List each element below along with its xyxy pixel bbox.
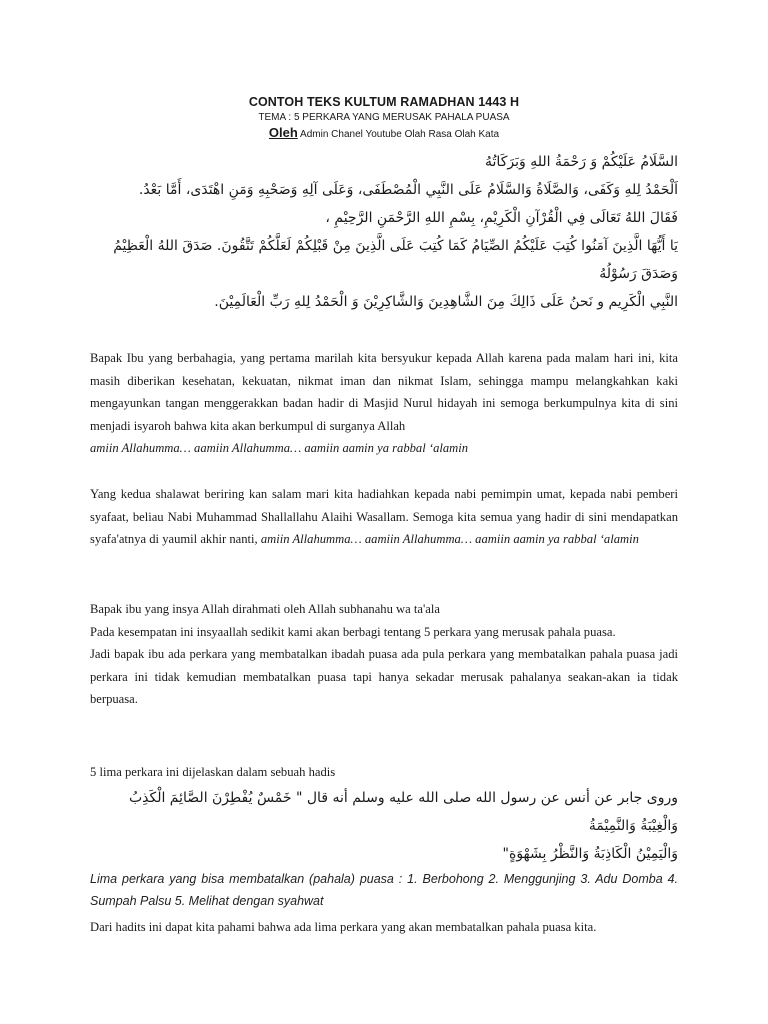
paragraph-topic-intro: Pada kesempatan ini insyaallah sedikit kami akan berbagi tentang 5 perkara yang merusak pahala puasa. xyxy=(90,624,616,639)
hadith-translation: Lima perkara yang bisa membatalkan (pahala) puasa : 1. Berbohong 2. Menggunjing 3. Adu Domba 4. Sumpah Palsu 5. Melihat dengan syahwat xyxy=(90,871,678,908)
author-lead: Oleh xyxy=(268,125,298,140)
paragraph-conclusion xyxy=(90,916,678,939)
arabic-quran-intro: فَقَالَ اللهُ تَعَالَى فِي الْقُرْآنِ الْكَرِيْمِ، بِسْمِ اللهِ الرَّحْمَنِ الرَّحِيْمِ ، xyxy=(325,210,678,226)
hadith-arabic-line1: وروى جابر عن أنس عن رسول الله صلى الله عليه وسلم أنه قال " خَمْسٌ يُفْطِرْنَ الصَّائِمَ الْكَذِبُ وَالْغِيْبَةُ وَالنَّمِيْمَةُ xyxy=(128,789,678,834)
paragraph-topic xyxy=(90,598,678,711)
paragraph-topic-explain: Jadi bapak ibu ada perkara yang membatalkan ibadah puasa ada pula perkara yang membatalkan pahala puasa jadi perkara ini tidak kemudian membatalkan puasa tapi hanya sekadar merusak pahalanya seakan-akan ia tidak berpuasa. xyxy=(90,647,678,706)
arabic-greeting: السَّلَامُ عَلَيْكُمْ وَ رَحْمَةُ اللهِ وَبَرَكَاتُهُ xyxy=(485,154,678,170)
paragraph-topic-greeting: Bapak ibu yang insya Allah dirahmati oleh Allah subhanahu wa ta'ala xyxy=(90,602,440,616)
hadith-intro: 5 lima perkara ini dijelaskan dalam sebuah hadis xyxy=(90,765,336,779)
arabic-verse: يَا أَيُّهَا الَّذِينَ آمَنُوا كُتِبَ عَلَيْكُمُ الصِّيَامُ كَمَا كُتِبَ عَلَى الَّذِينَ مِنْ قَبْلِكُمْ لَعَلَّكُمْ تَتَّقُونَ. صَدَقَ اللهُ الْعَظِيْمُ وَصَدَقَ رَسُوْلُهُ xyxy=(113,238,678,282)
arabic-hamdalah: اَلْحَمْدُ لِلهِ وَكَفَى، وَالصَّلَاةُ وَالسَّلَامُ عَلَى النَّبِي الْمُصْطَفَى، وَعَلَى آلِهِ وَصَحْبِهِ وَمَنِ اهْتَدَى، أَمَّا بَعْدُ. xyxy=(138,182,678,198)
document-title: CONTOH TEKS KULTUM RAMADHAN 1443 H xyxy=(248,95,520,109)
paragraph-shalawat-main: Yang kedua shalawat beriring kan salam mari kita hadiahkan kepada nabi pemimpin umat, kepada nabi pemberi syafaat, beliau Nabi Muhammad Shallallahu Alaihi Wasallam. Semoga kita semua yang hadir di sini mendapatkan syafa'atnya di yaumil akhir nanti, xyxy=(90,487,678,546)
paragraph-hadith xyxy=(90,761,678,912)
arabic-closing: النَّبِي الْكَرِيم و نَحنُ عَلَى ذَالِكَ مِنَ الشَّاهِدِينَ وَالشَّاكِرِيْنَ وَ الْحَمْدُ لِلهِ رَبِّ الْعَالَمِيْنَ. xyxy=(214,294,678,310)
document-author xyxy=(0,125,768,143)
paragraph-gratitude xyxy=(90,347,678,460)
paragraph-shalawat-amin: amiin Allahumma… aamiin Allahumma… aamiin aamin ya rabbal ‘alamin xyxy=(260,532,639,546)
document-theme: TEMA : 5 PERKARA YANG MERUSAK PAHALA PUASA xyxy=(258,112,510,123)
paragraph-shalawat-text xyxy=(90,483,678,551)
document-header xyxy=(0,93,768,143)
arabic-opening xyxy=(88,148,678,316)
paragraph-gratitude-amin: amiin Allahumma… aamiin Allahumma… aamiin aamin ya rabbal ‘alamin xyxy=(90,441,469,455)
paragraph-conclusion-text: Dari hadits ini dapat kita pahami bahwa ada lima perkara yang akan membatalkan pahala puasa kita. xyxy=(90,920,597,934)
paragraph-shalawat xyxy=(90,483,678,551)
author-name: Admin Chanel Youtube Olah Rasa Olah Kata xyxy=(297,129,500,140)
paragraph-gratitude-text: Bapak Ibu yang berbahagia, yang pertama marilah kita bersyukur kepada Allah karena pada malam hari ini, kita masih diberikan kesehatan, kekuatan, nikmat iman dan nikmat Islam, sehingga mampu melangkahkan kaki mengayunkan tangan menggerakkan badan hadir di Masjid Nurul hidayah ini semoga berkumpulnya kita di sini menjadi isyaroh bahwa kita akan berkumpul di surganya Allah xyxy=(90,351,678,433)
hadith-arabic-line2: وَالْيَمِيْنُ الْكَاذِبَةُ وَالنَّظْرُ بِشَهْوَةٍ" xyxy=(502,845,678,862)
